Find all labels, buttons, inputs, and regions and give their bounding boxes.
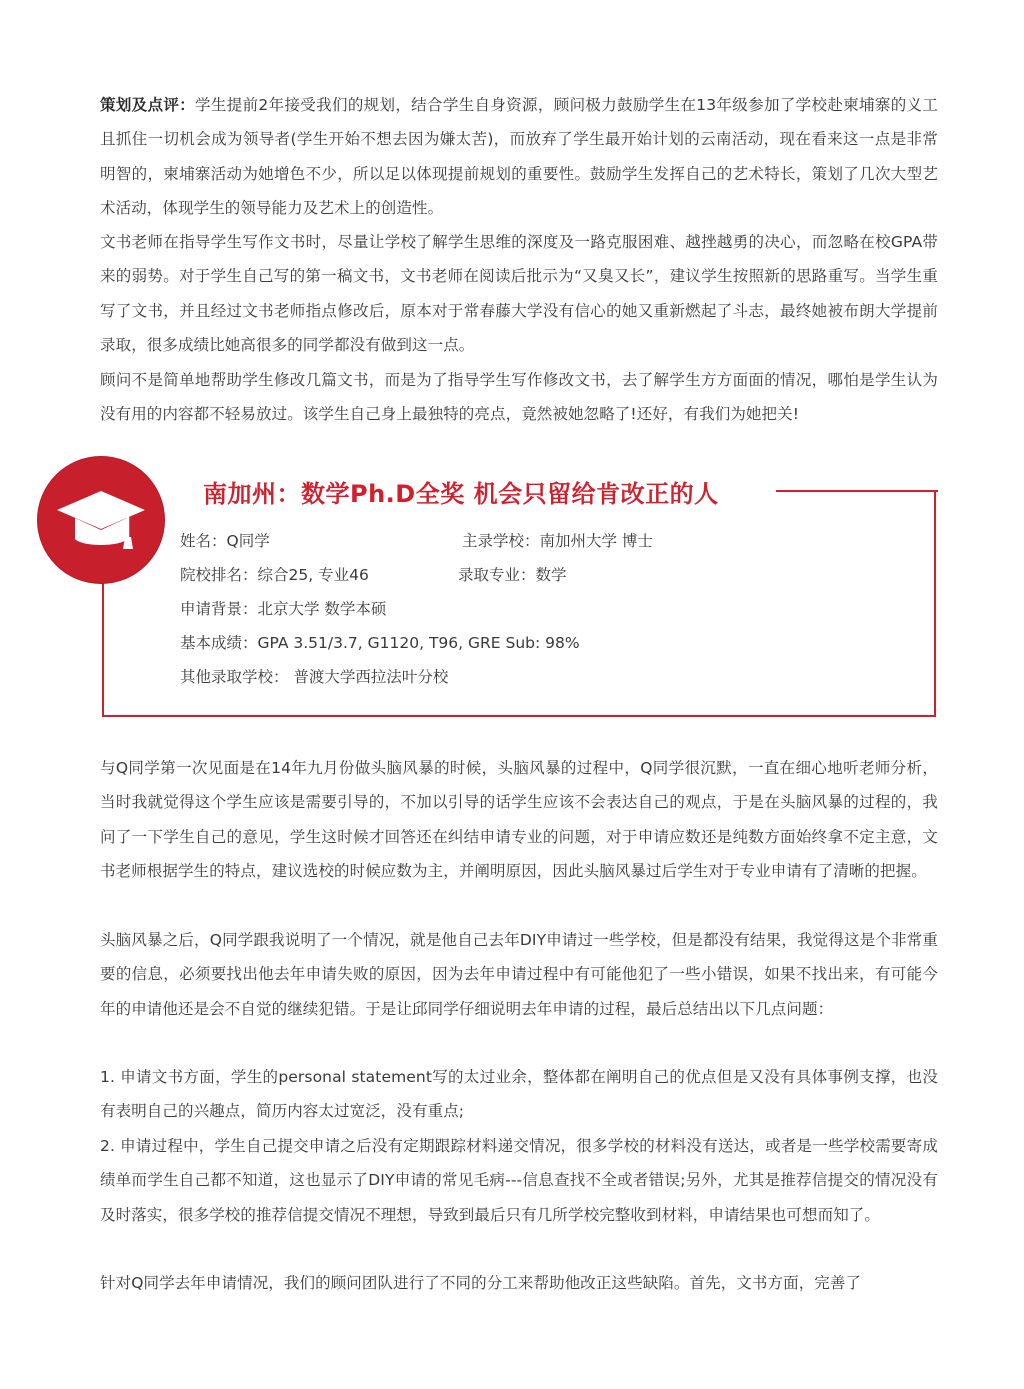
case-major: 录取专业：数学 xyxy=(458,566,567,584)
body-paragraph-4: 2. 申请过程中，学生自己提交申请之后没有定期跟踪材料递交情况，很多学校的材料没有送达，或者是一些学校需要寄成绩单而学生自己都不知道，这也显示了DIY申请的常见毛病---信息查找不全或者错误;另外，尤其是推荐信提交的情况没有及时落实，很多学校的推荐信提交情况不理想，导致到最后只有几所学校完整收到材料，申请结果也可想而知了。 xyxy=(100,1137,938,1224)
case-main-school: 主录学校：南加州大学 博士 xyxy=(462,532,653,550)
case-badge xyxy=(38,457,164,583)
intro-paragraph-3: 顾问不是简单地帮助学生修改几篇文书，而是为了指导学生写作修改文书，去了解学生方方面面的情况，哪怕是学生认为没有用的内容都不轻易放过。该学生自己身上最独特的亮点，竟然被她忽略了!还好，有我们为她把关! xyxy=(100,371,938,424)
intro-paragraph-1-text: 学生提前2年接受我们的规划，结合学生自身资源，顾问极力鼓励学生在13年级参加了学校赴柬埔寨的义工且抓住一切机会成为领导者(学生开始不想去因为嫌太苦)，而放弃了学生最开始计划的云南活动，现在看来这一点是非常明智的，柬埔寨活动为她增色不少，所以足以体现提前规划的重要性。鼓励学生发挥自己的艺术特长，策划了几次大型艺术活动，体现学生的领导能力及艺术上的创造性。 xyxy=(100,96,938,217)
case-background: 申请背景：北京大学 数学本硕 xyxy=(180,600,387,618)
case-scores: 基本成绩：GPA 3.51/3.7, G1120, T96, GRE Sub: 98% xyxy=(180,634,580,652)
case-name: 姓名：Q同学 xyxy=(180,532,270,550)
body-paragraph-5: 针对Q同学去年申请情况，我们的顾问团队进行了不同的分工来帮助他改正这些缺陷。首先，文书方面，完善了 xyxy=(100,1274,862,1292)
body-paragraph-2: 头脑风暴之后，Q同学跟我说明了一个情况，就是他自己去年DIY申请过一些学校，但是都没有结果，我觉得这是个非常重要的信息，必须要找出他去年申请失败的原因，因为去年申请过程中有可能他犯了一些小错误，如果不找出来，有可能今年的申请他还是会不自觉的继续犯错。于是让邱同学仔细说明去年申请的过程，最后总结出以下几点问题： xyxy=(100,931,938,1018)
graduation-cap-icon xyxy=(38,457,164,583)
case-ranking: 院校排名：综合25, 专业46 xyxy=(180,566,369,584)
body-paragraph-3: 1. 申请文书方面，学生的personal statement写的太过业余，整体都在阐明自己的优点但是又没有具体事例支撑，也没有表明自己的兴趣点，简历内容太过宽泛，没有重点; xyxy=(100,1068,938,1121)
intro-paragraph-2: 文书老师在指导学生写作文书时，尽量让学校了解学生思维的深度及一路克服困难、越挫越勇的决心，而忽略在校GPA带来的弱势。对于学生自己写的第一稿文书，文书老师在阅读后批示为“又臭又长”，建议学生按照新的思路重写。当学生重写了文书，并且经过文书老师指点修改后，原本对于常春藤大学没有信心的她又重新燃起了斗志，最终她被布朗大学提前录取，很多成绩比她高很多的同学都没有做到这一点。 xyxy=(100,233,938,354)
case-other-schools: 其他录取学校： 普渡大学西拉法叶分校 xyxy=(180,668,449,686)
intro-lead-label: 策划及点评： xyxy=(100,96,196,114)
body-paragraph-1: 与Q同学第一次见面是在14年九月份做头脑风暴的时候，头脑风暴的过程中，Q同学很沉默，一直在细心地听老师分析，当时我就觉得这个学生应该是需要引导的，不加以引导的话学生应该不会表达自己的观点，于是在头脑风暴的过程的，我问了一下学生自己的意见，学生这时候才回答还在纠结申请专业的问题，对于申请应数还是纯数方面始终拿不定主意，文书老师根据学生的特点，建议选校的时候应数为主，并阐明原因，因此头脑风暴过后学生对于专业申请有了清晰的把握。 xyxy=(100,759,938,880)
case-title: 南加州：数学Ph.D全奖 机会只留给肯改正的人 xyxy=(203,480,719,508)
intro-paragraph-1 xyxy=(100,88,938,225)
case-title-underline xyxy=(776,490,938,492)
